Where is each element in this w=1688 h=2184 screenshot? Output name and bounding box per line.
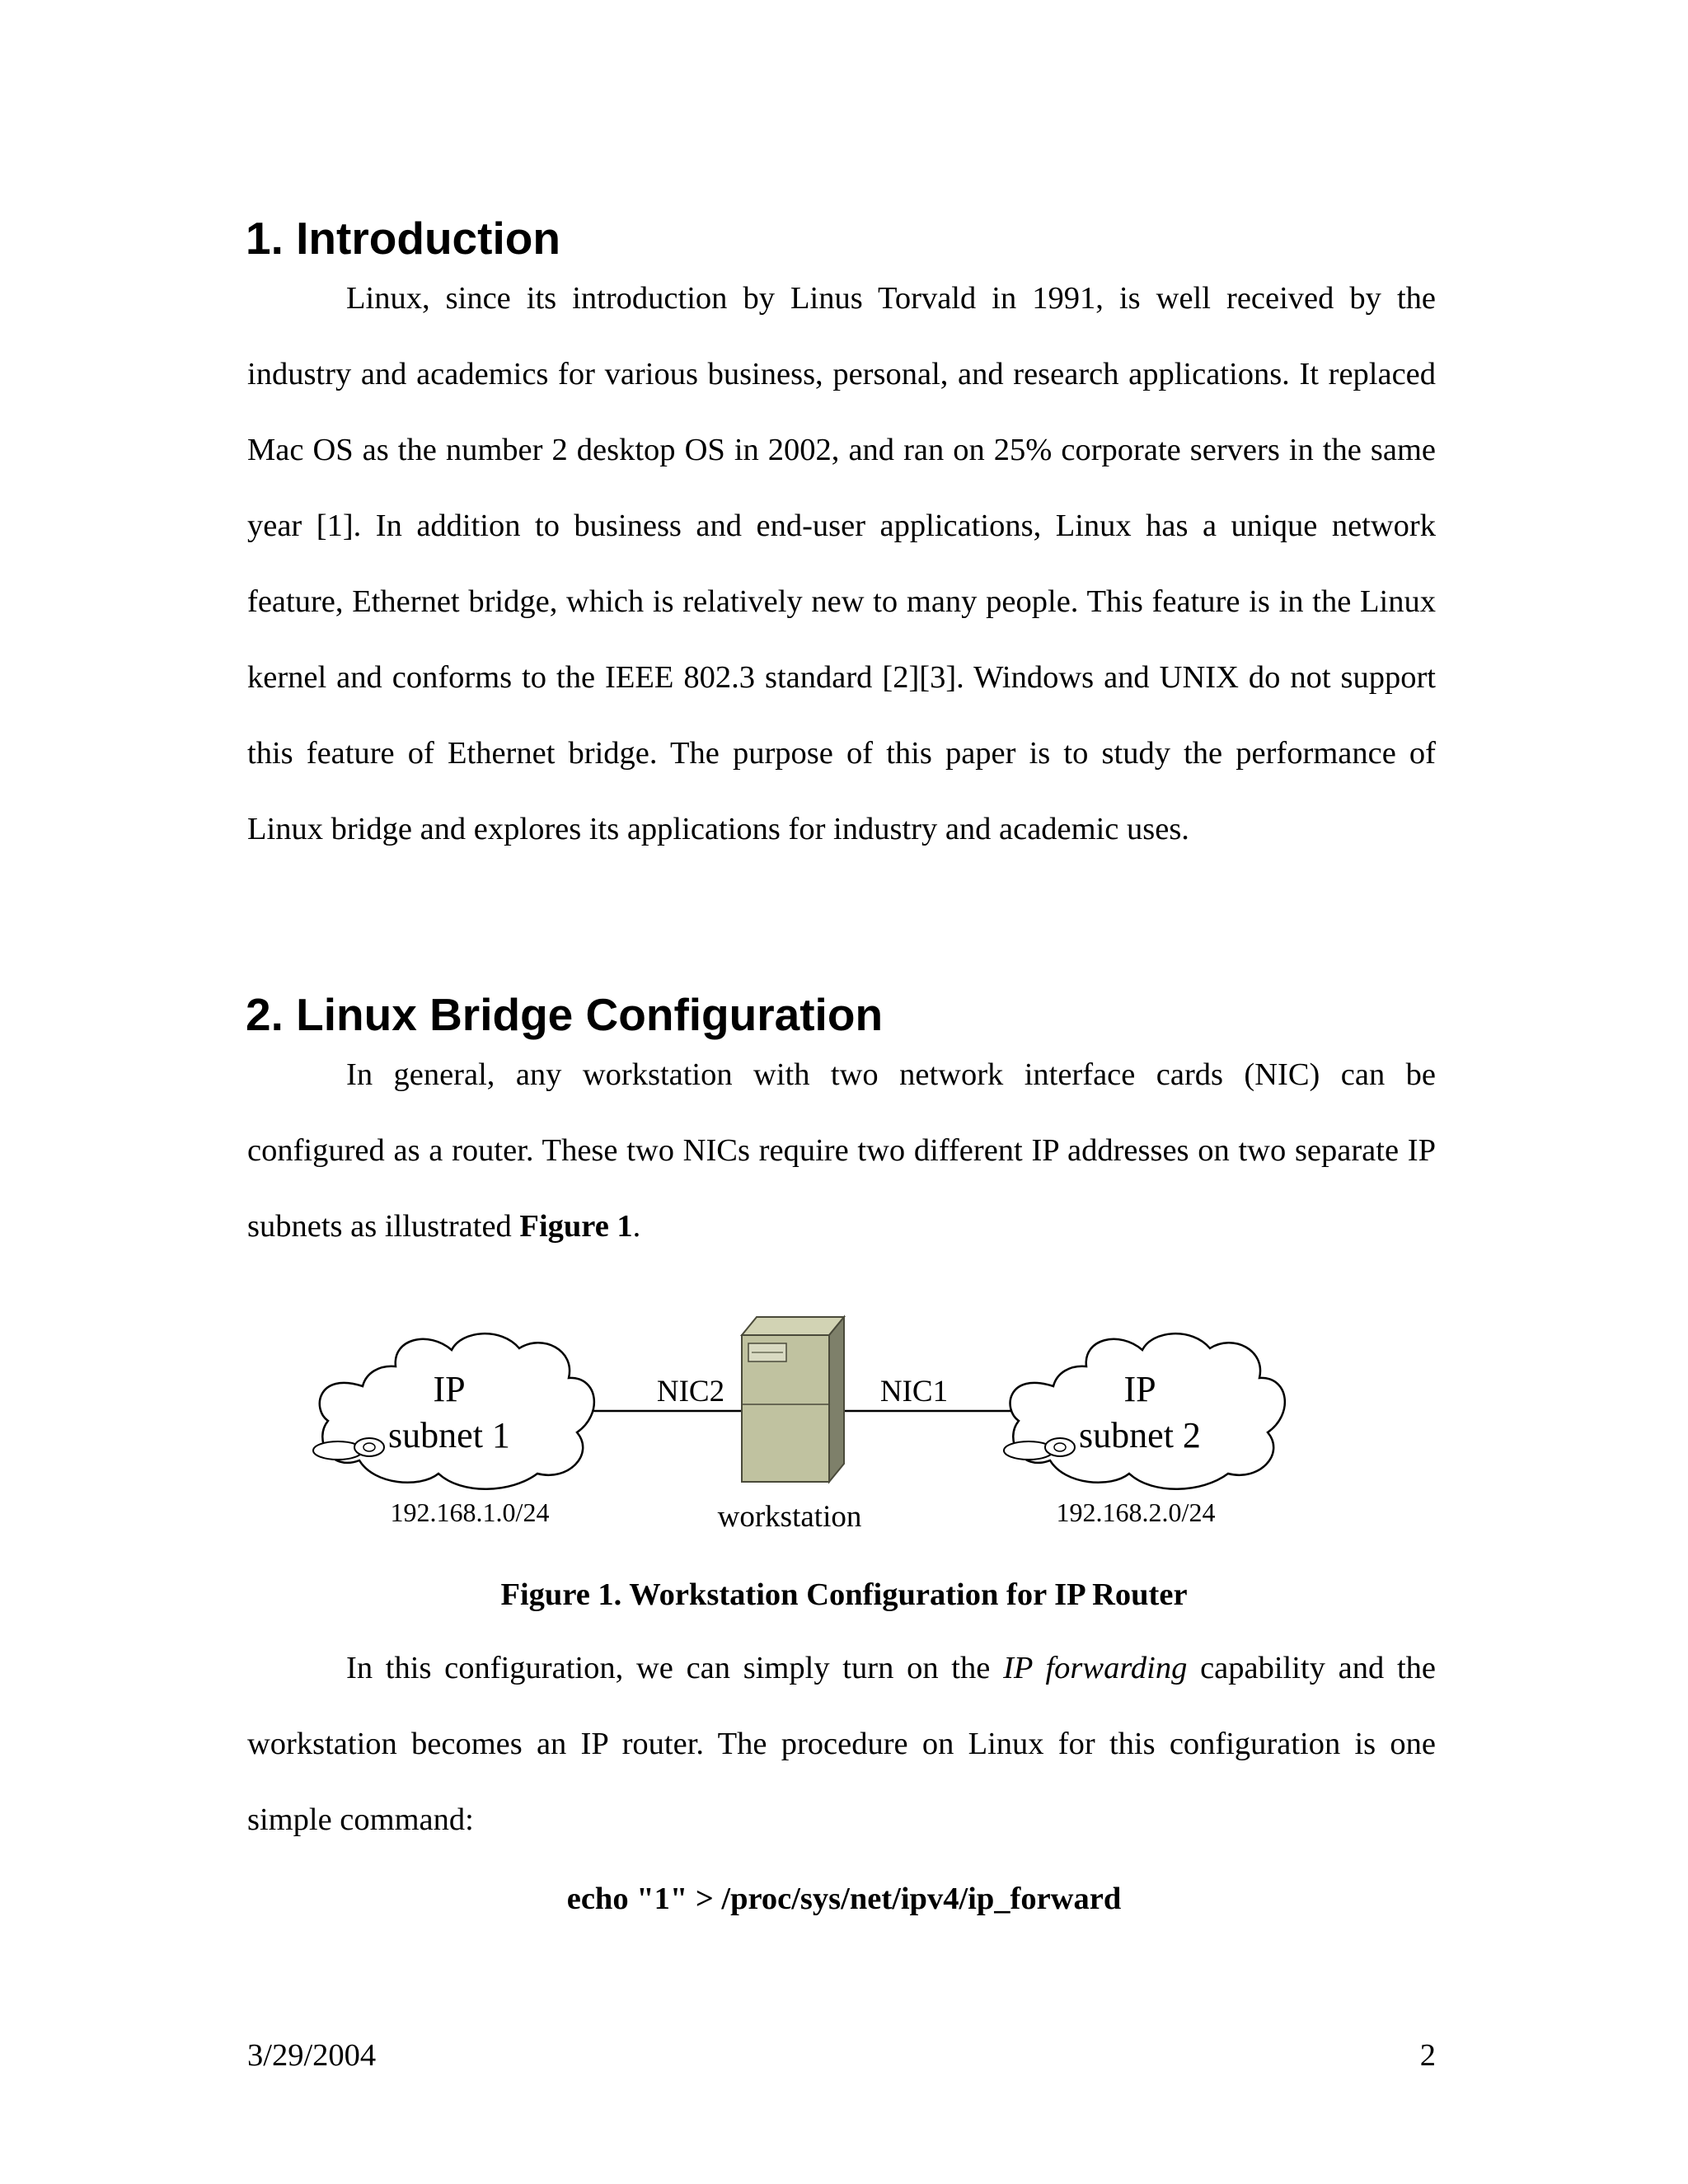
bridge-configuration-text-end: .: [632, 1209, 641, 1244]
nic2-label: NIC2: [656, 1375, 725, 1408]
cloud-icon-left: [313, 1333, 594, 1489]
workstation-icon: [742, 1317, 844, 1482]
subnet-left-address: 192.168.1.0/24: [390, 1497, 550, 1527]
cloud-right-label-ip: IP: [1123, 1369, 1156, 1409]
page-number: 2: [1419, 2038, 1436, 2073]
footer-date: 3/29/2004: [247, 2038, 377, 2073]
cloud-right-label-subnet: subnet 2: [1079, 1415, 1201, 1455]
nic1-label: NIC1: [879, 1375, 949, 1408]
cloud-left-label-ip: IP: [433, 1369, 466, 1409]
ip-forwarding-paragraph: [247, 1630, 1436, 1858]
cloud-icon-right: [1004, 1333, 1285, 1489]
section-heading-linux-bridge-configuration: 2. Linux Bridge Configuration: [246, 989, 884, 1040]
ip-forward-command: echo "1" > /proc/sys/net/ipv4/ip_forward: [566, 1882, 1122, 1916]
ip-forwarding-term: IP forwarding: [1003, 1651, 1188, 1685]
introduction-text: Linux, since its introduction by Linus Torvald in 1991, is well received by the industry and academics for various business, personal, and research applications. It replaced Mac OS as the number 2 desktop OS in 2002, and ran on 25% corporate servers in the same year [1]. In addition to business and end-user applications, Linux has a unique network feature, Ethernet bridge, which is relatively new to many people. This feature is in the Linux kernel and conforms to the IEEE 802.3 standard [2][3]. Windows and UNIX do not support this feature of Ethernet bridge. The purpose of this paper is to study the performance of Linux bridge and explores its applications for industry and academic uses.: [247, 281, 1436, 846]
cloud-left-label-subnet: subnet 1: [388, 1415, 510, 1455]
bridge-configuration-text: In general, any workstation with two network interface cards (NIC) can be configured as a router. These two NICs require two different IP addresses on two separate IP subnets as illustrated: [247, 1057, 1436, 1244]
ip-forwarding-text-before: In this configuration, we can simply turn on the: [346, 1651, 1004, 1685]
ip-forwarding-text-after: capability and the workstation becomes an IP router. The procedure on Linux for this configuration is one simple command:: [247, 1651, 1436, 1837]
figure-reference: Figure 1: [519, 1209, 633, 1244]
workstation-label: workstation: [717, 1500, 862, 1534]
figure-caption: Figure 1. Workstation Configuration for IP Router: [500, 1577, 1188, 1612]
subnet-right-address: 192.168.2.0/24: [1056, 1497, 1216, 1527]
section-heading-introduction: 1. Introduction: [246, 213, 560, 264]
